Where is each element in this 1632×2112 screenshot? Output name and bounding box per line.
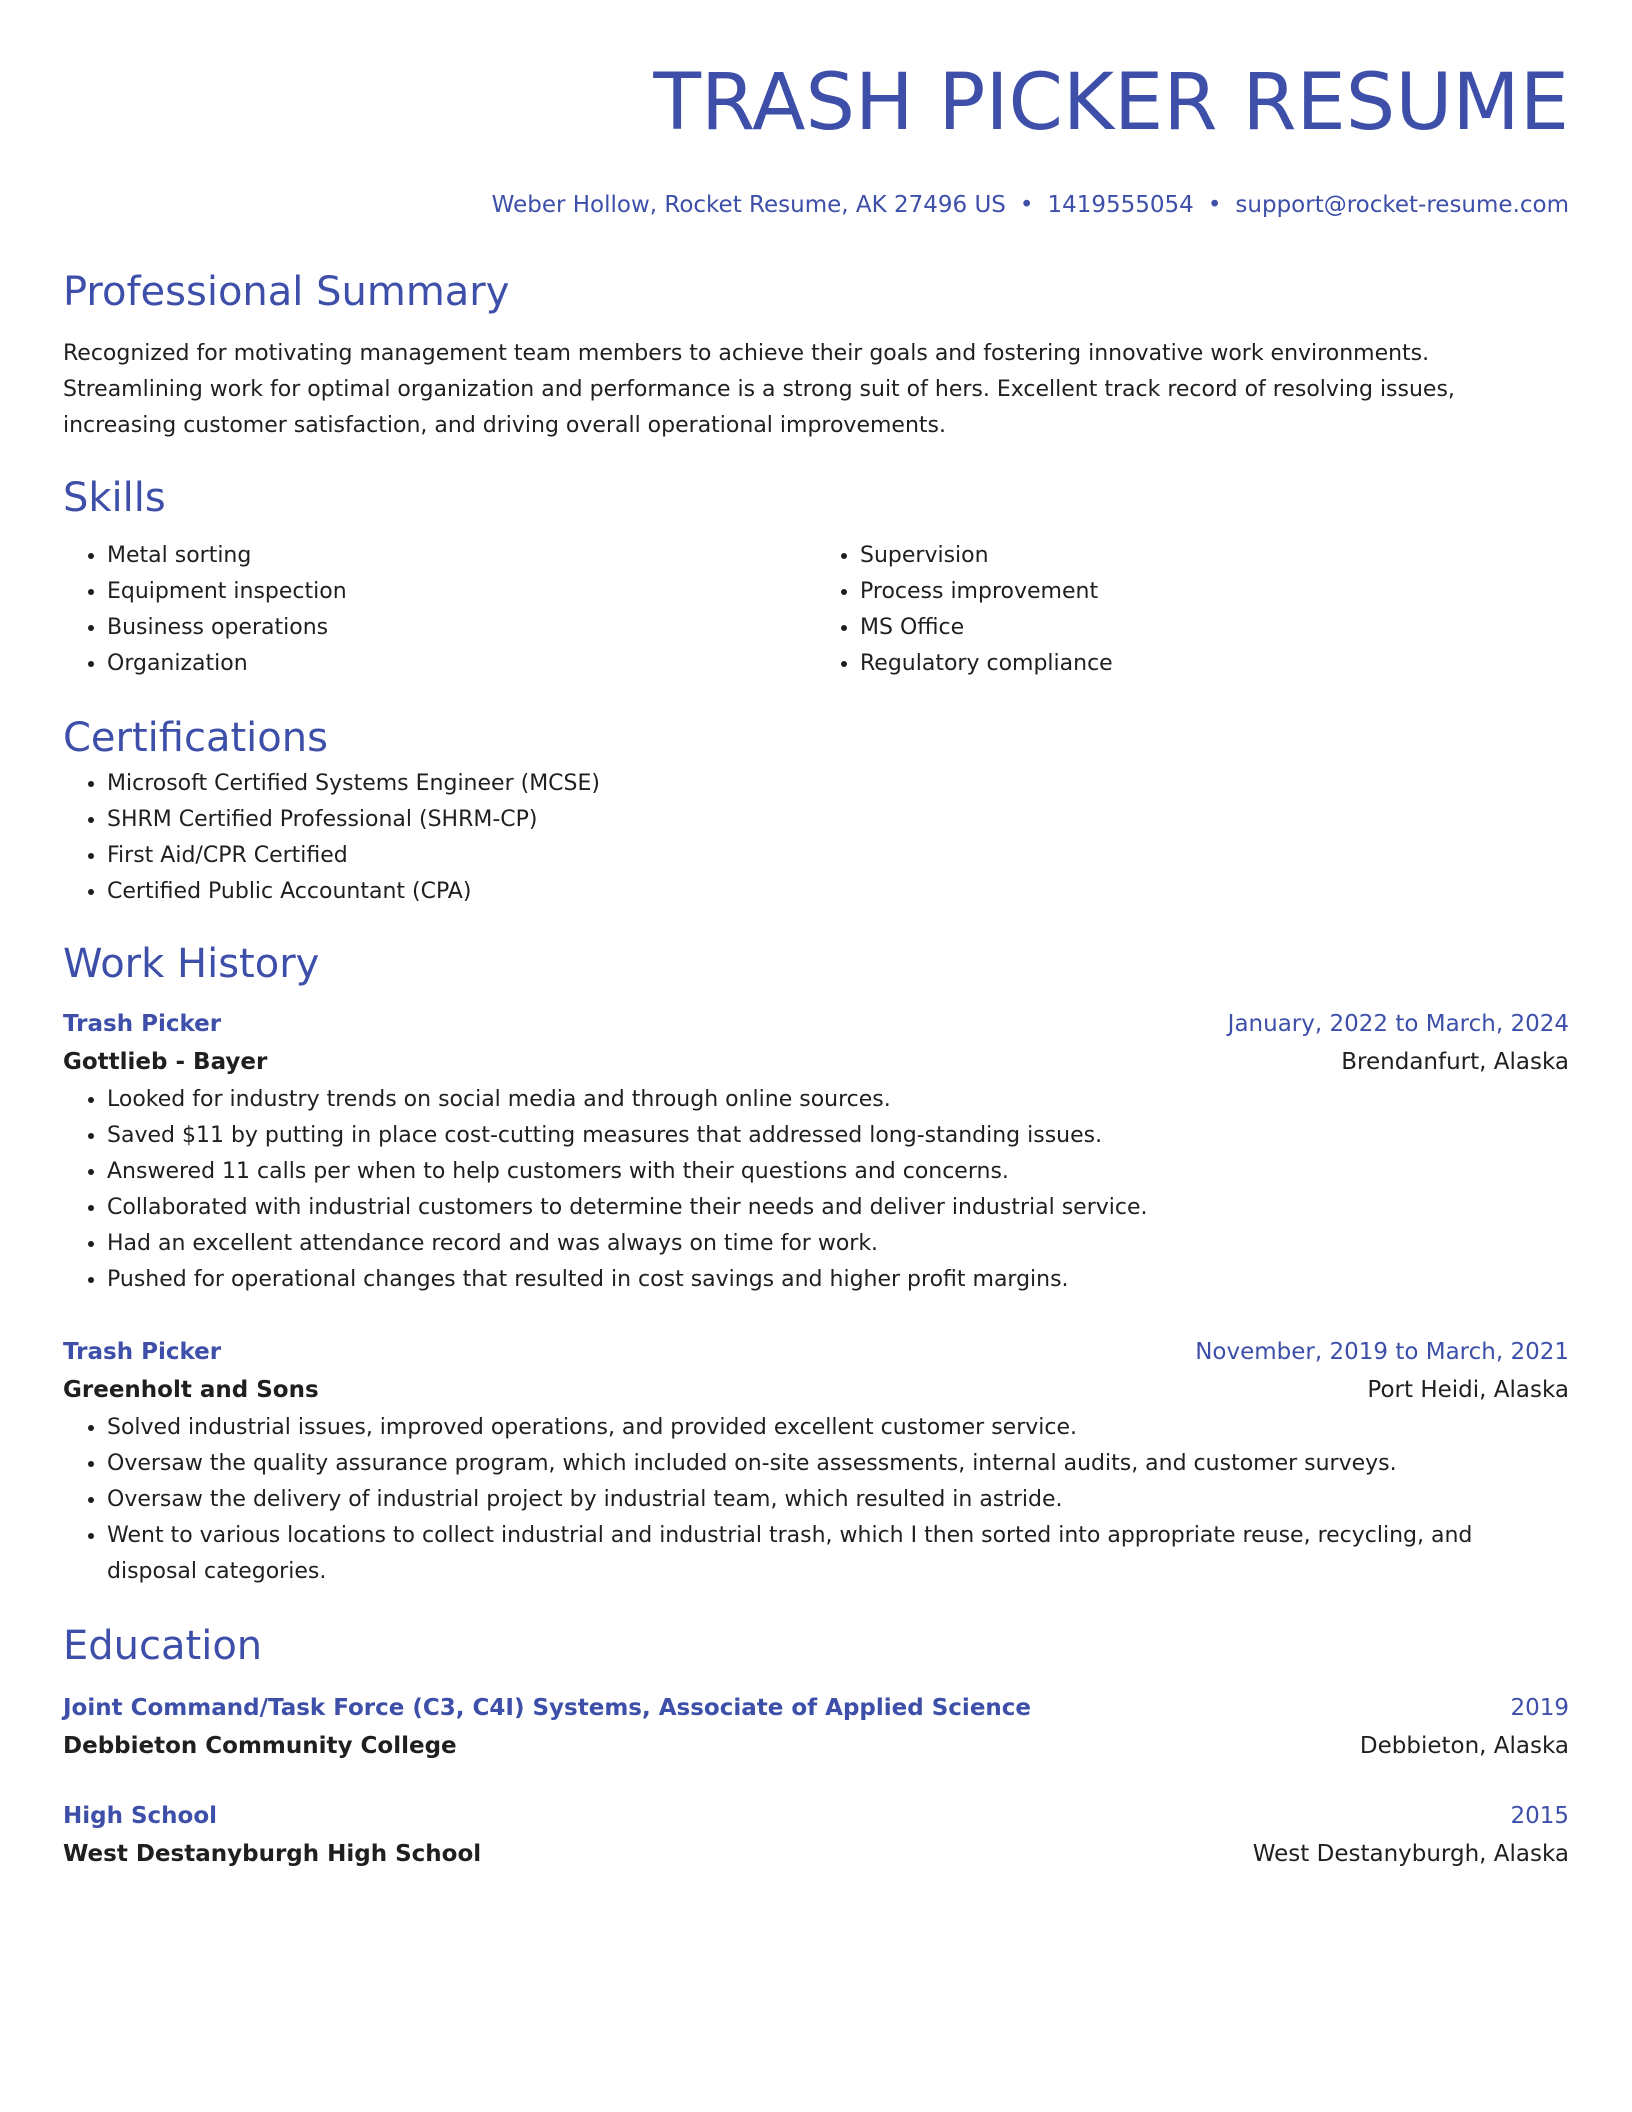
- education-school: Debbieton Community College: [63, 1733, 457, 1759]
- education-entry: [63, 1690, 1569, 1766]
- job-duty: • Answered 11 calls per when to help customers with their questions and concerns.: [107, 1154, 1569, 1190]
- skills-list-left: [63, 538, 816, 682]
- contact-separator: •: [1019, 192, 1034, 218]
- job-duty: • Saved $11 by putting in place cost-cutting measures that addressed long-standing issues.: [107, 1118, 1569, 1154]
- skill-item: • Regulatory compliance: [860, 646, 1569, 682]
- skill-item: • Metal sorting: [107, 538, 816, 574]
- job-duty: • Had an excellent attendance record and was always on time for work.: [107, 1226, 1569, 1262]
- job-duty: • Pushed for operational changes that resulted in cost savings and higher profit margins.: [107, 1262, 1569, 1298]
- education-header-row: [63, 1690, 1569, 1726]
- education-degree: Joint Command/Task Force (C3, C4I) Systems, Associate of Applied Science: [63, 1695, 1032, 1721]
- education-heading: Education: [63, 1623, 263, 1669]
- contact-email: support@rocket-resume.com: [1235, 192, 1569, 218]
- skills-grid: [63, 538, 1569, 682]
- resume-title: TRASH PICKER RESUME: [653, 58, 1569, 148]
- education-school: West Destanyburgh High School: [63, 1841, 482, 1867]
- education-degree: High School: [63, 1803, 218, 1829]
- skill-item: • Process improvement: [860, 574, 1569, 610]
- certification-item: • SHRM Certified Professional (SHRM-CP): [107, 802, 1569, 838]
- contact-line: [63, 190, 1569, 220]
- certifications-heading: Certifications: [63, 715, 328, 761]
- certification-item: • Certified Public Accountant (CPA): [107, 874, 1569, 910]
- job-title: Trash Picker: [63, 1339, 222, 1365]
- skill-item: • Equipment inspection: [107, 574, 816, 610]
- contact-separator: •: [1207, 192, 1222, 218]
- job-duty: • Solved industrial issues, improved operations, and provided excellent customer service.: [107, 1410, 1569, 1446]
- skill-item: • Supervision: [860, 538, 1569, 574]
- education-header-row: [63, 1798, 1569, 1834]
- education-location: Debbieton, Alaska: [1359, 1733, 1569, 1759]
- job-duties-list: [63, 1082, 1569, 1298]
- job-duty: • Looked for industry trends on social media and through online sources.: [107, 1082, 1569, 1118]
- job-company-row: [63, 1042, 1569, 1082]
- job-entry: [63, 1334, 1569, 1590]
- skills-heading: Skills: [63, 475, 166, 521]
- job-duty: • Went to various locations to collect industrial and industrial trash, which I then sorted into appropriate reuse, recycling, and disposal categories.: [107, 1518, 1569, 1590]
- work-history-heading: Work History: [63, 941, 320, 987]
- job-duty: • Oversaw the delivery of industrial project by industrial team, which resulted in astride.: [107, 1482, 1569, 1518]
- education-location: West Destanyburgh, Alaska: [1252, 1841, 1569, 1867]
- skills-list-right: [816, 538, 1569, 682]
- job-location: Port Heidi, Alaska: [1367, 1377, 1569, 1403]
- job-header-row: [63, 1334, 1569, 1370]
- education-year: 2015: [1510, 1803, 1569, 1829]
- summary-heading: Professional Summary: [63, 269, 510, 315]
- job-company-row: [63, 1370, 1569, 1410]
- job-duty: • Collaborated with industrial customers to determine their needs and deliver industrial service.: [107, 1190, 1569, 1226]
- education-year: 2019: [1510, 1695, 1569, 1721]
- summary-text: Recognized for motivating management team members to achieve their goals and fostering innovative work environments. Streamlining work for optimal organization and performance is a strong suit of hers. Excellent track record of resolving issues, increasing customer satisfaction, and driving overall operational improvements.: [63, 341, 1455, 438]
- skill-item: • MS Office: [860, 610, 1569, 646]
- job-location: Brendanfurt, Alaska: [1341, 1049, 1569, 1075]
- contact-phone: 1419555054: [1047, 192, 1194, 218]
- job-dates: January, 2022 to March, 2024: [1227, 1011, 1569, 1037]
- skill-item: • Organization: [107, 646, 816, 682]
- job-duty: • Oversaw the quality assurance program, which included on-site assessments, internal audits, and customer surveys.: [107, 1446, 1569, 1482]
- job-duties-list: [63, 1410, 1569, 1590]
- skill-item: • Business operations: [107, 610, 816, 646]
- job-dates: November, 2019 to March, 2021: [1195, 1339, 1569, 1365]
- job-header-row: [63, 1006, 1569, 1042]
- education-school-row: [63, 1726, 1569, 1766]
- job-company: Greenholt and Sons: [63, 1377, 319, 1403]
- job-company: Gottlieb - Bayer: [63, 1049, 268, 1075]
- job-entry: [63, 1006, 1569, 1298]
- contact-address: Weber Hollow, Rocket Resume, AK 27496 US: [491, 192, 1006, 218]
- job-title: Trash Picker: [63, 1011, 222, 1037]
- education-school-row: [63, 1834, 1569, 1874]
- certification-item: • Microsoft Certified Systems Engineer (MCSE): [107, 766, 1569, 802]
- certification-item: • First Aid/CPR Certified: [107, 838, 1569, 874]
- certifications-list: [63, 766, 1569, 910]
- education-entry: [63, 1798, 1569, 1874]
